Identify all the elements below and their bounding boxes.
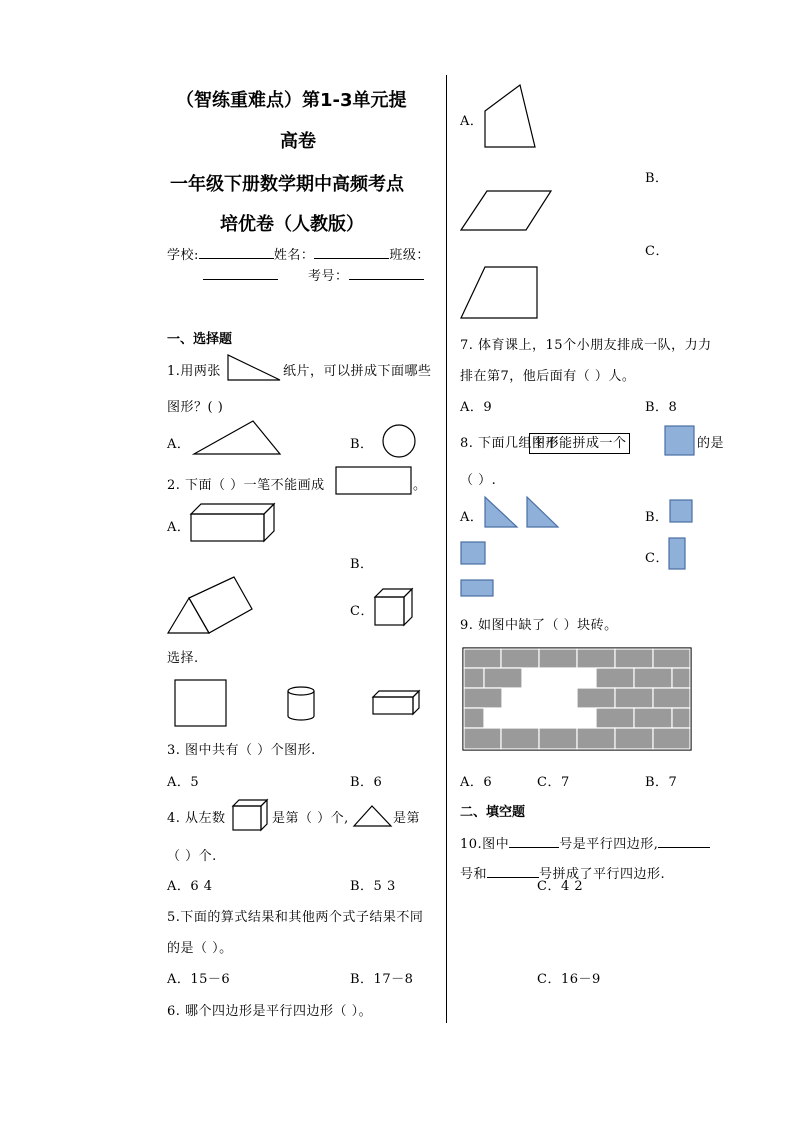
q9-option-c[interactable]: C．7 — [537, 775, 570, 790]
small-triangle-icon — [353, 804, 393, 828]
q2-option-b[interactable]: B． — [350, 557, 374, 572]
q8-text-a-part: 8. 下面几组图形 — [460, 436, 560, 451]
q10-text-a: 10.图中 — [460, 837, 510, 852]
triangular-prism-icon — [167, 576, 255, 636]
column-divider — [446, 75, 447, 1023]
rectangle-icon — [335, 466, 413, 496]
q10-blank-1[interactable] — [509, 834, 559, 848]
q1-text-c: 图形？( ) — [167, 400, 224, 415]
q8-text-a — [460, 432, 630, 451]
q3-text: 3. 图中共有（ ）个图形. — [167, 743, 316, 758]
name-label: 姓名： — [273, 248, 315, 263]
q7-option-b[interactable]: B．8 — [645, 400, 678, 415]
small-blue-square-b — [669, 499, 695, 525]
q10-blank-3[interactable] — [487, 864, 539, 878]
q1-text-a: 1.用两张 — [167, 364, 221, 379]
blue-square-target — [664, 425, 696, 457]
trapezoid-c-shape — [460, 266, 540, 320]
q2-text-a: 2. 下面（ ）一笔不能画成 — [167, 478, 325, 493]
q2-tail: 选择. — [167, 651, 199, 666]
right-triangle-paper-icon — [227, 354, 282, 382]
q8-text-c: （ ）. — [460, 473, 497, 488]
blue-tall-rect-c — [668, 537, 688, 571]
info-row — [167, 244, 430, 263]
two-triangles-icon — [484, 496, 564, 530]
cube-small-icon — [232, 799, 270, 833]
q8-text-b: 的是 — [697, 436, 725, 451]
q6-option-a[interactable]: A． — [460, 114, 484, 129]
q7-text-a: 7. 体育课上，15个小朋友排成一队，力力 — [460, 338, 712, 353]
q10-text-b: 号是平行四边形, — [559, 837, 659, 852]
q1-text-b: 纸片，可以拼成下面哪些 — [283, 364, 432, 379]
q4-text-b: 是第（ ）个, — [272, 811, 349, 826]
class-label: 班级： — [389, 248, 430, 263]
q3-option-b[interactable]: B．6 — [350, 775, 383, 790]
q5-option-b[interactable]: B．17－8 — [350, 972, 414, 987]
triangle-icon — [193, 420, 283, 456]
square-figure — [174, 679, 228, 729]
cylinder-figure — [285, 686, 317, 722]
q7-option-a[interactable]: A．9 — [460, 400, 493, 415]
q4-option-a[interactable]: A．6 4 — [167, 879, 213, 894]
q5-text-a: 5.下面的算式结果和其他两个式子结果不同 — [167, 910, 424, 925]
q8-option-c[interactable]: C． — [645, 551, 669, 566]
q2-text-b: 。 — [413, 478, 427, 493]
q10-blank-2[interactable] — [658, 834, 710, 848]
title-line-2: 高卷 — [280, 131, 316, 152]
circle-icon — [381, 423, 417, 459]
q9-option-b[interactable]: B．7 — [645, 775, 678, 790]
q9-text: 9. 如图中缺了（ ）块砖。 — [460, 618, 618, 633]
school-label: 学校: — [167, 248, 199, 263]
q4-option-b[interactable]: B．5 3 — [350, 879, 396, 894]
q6-text: 6. 哪个四边形是平行四边形（ ）。 — [167, 1004, 373, 1019]
small-blue-square-a — [460, 541, 488, 567]
flat-cuboid-figure — [372, 690, 422, 718]
q1-option-a[interactable]: A． — [167, 437, 191, 452]
q8-boxed-text: 中不能拼成一个 — [529, 433, 630, 454]
q2-option-c[interactable]: C． — [350, 604, 374, 619]
exam-label: 考号： — [308, 269, 349, 284]
q10-text-d: 号拼成了平行四边形. — [539, 867, 666, 882]
blue-wide-rect-c — [460, 579, 496, 599]
school-blank[interactable] — [199, 245, 274, 259]
q4-text-c: 是第 — [393, 811, 421, 826]
q4-text-a: 4. 从左数 — [167, 811, 226, 826]
q5-option-c[interactable]: C．16－9 — [537, 972, 601, 987]
q8-option-b[interactable]: B． — [645, 510, 669, 525]
q7-text-b: 排在第7，他后面有（ ）人。 — [460, 369, 636, 384]
title-line-1: （智练重难点）第1-3单元提 — [176, 90, 407, 111]
q6-option-b[interactable]: B． — [645, 171, 669, 186]
q2-option-a[interactable]: A． — [167, 520, 191, 535]
title-line-3: 一年级下册数学期中高频考点 — [170, 174, 404, 195]
class-blank[interactable] — [203, 266, 278, 280]
exam-blank[interactable] — [349, 266, 424, 280]
q5-option-a[interactable]: A．15－6 — [167, 972, 231, 987]
q8-option-a[interactable]: A． — [460, 510, 484, 525]
q1-option-b[interactable]: B． — [350, 437, 374, 452]
title-line-4: 培优卷（人教版） — [220, 214, 364, 235]
section-1-title: 一、选择题 — [167, 332, 233, 347]
brick-wall-figure — [463, 648, 693, 752]
q10-text-c: 号和 — [460, 867, 488, 882]
q6-option-c[interactable]: C． — [645, 244, 669, 259]
info-row-2 — [203, 265, 424, 284]
section-2-title: 二、填空题 — [460, 805, 526, 820]
trapezoid-a-shape — [484, 84, 538, 150]
cuboid-icon — [190, 503, 278, 543]
q4-option-c[interactable]: C．4 2 — [537, 879, 584, 894]
q10-line-1 — [460, 833, 710, 852]
q3-option-a[interactable]: A．5 — [167, 775, 200, 790]
q4-text-d: （ ）个. — [167, 849, 217, 864]
q5-text-b: 的是（ ）。 — [167, 941, 233, 956]
name-blank[interactable] — [314, 245, 389, 259]
parallelogram-shape — [460, 190, 555, 232]
q9-option-a[interactable]: A．6 — [460, 775, 493, 790]
cube-icon — [374, 588, 414, 628]
